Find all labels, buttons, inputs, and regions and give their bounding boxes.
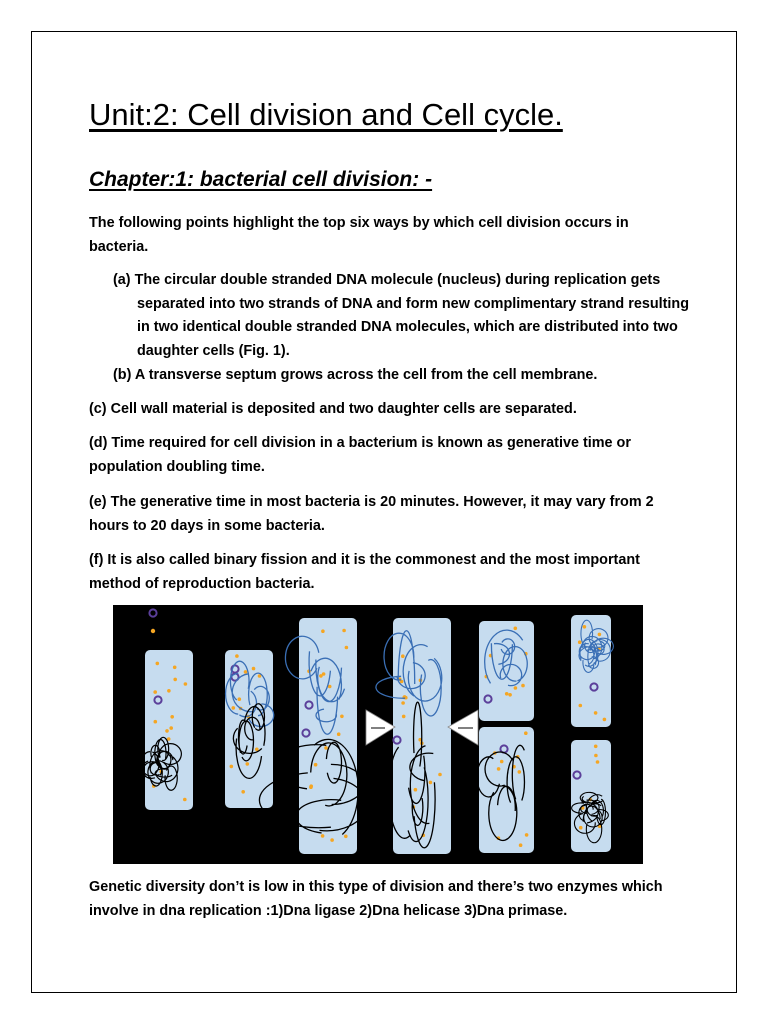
intro-paragraph: The following points highlight the top six ways by which cell division occurs in bacteria. [89,215,629,255]
granule [230,765,234,769]
granule [184,682,188,686]
binary-fission-figure [113,605,643,864]
granule [321,834,325,838]
granule [578,640,582,644]
granule [246,762,250,766]
granule [154,720,158,724]
granule [238,697,242,701]
granule [167,689,171,693]
point-a: (a) The circular double stranded DNA molecule (nucleus) during replication gets separated into two strands of DNA and form new complimentary strand resulting in two identical double stranded DNA molecules, which are distributed into two daughter cells (Fig. 1). [113,272,689,359]
granule [579,826,583,830]
granule [244,670,248,674]
granule [173,678,177,682]
point-c: (c) Cell wall material is deposited and two daughter cells are separated. [89,401,577,417]
granule [519,843,523,847]
granule [309,784,313,788]
point-b: (b) A transverse septum grows across the cell from the cell membrane. [113,367,598,383]
granule [598,633,602,637]
granule [524,731,528,735]
granule [252,667,256,671]
granule [508,693,512,697]
granule [497,767,501,771]
granule [165,729,169,733]
granule [183,798,187,802]
granule [401,701,405,705]
granule [170,715,174,719]
granule [319,674,323,678]
granule [345,646,349,650]
granule [321,629,325,633]
granule [232,706,236,710]
granule [525,833,529,837]
granule [518,770,522,774]
granule [401,654,405,658]
granule [169,726,173,730]
point-e: (e) The generative time in most bacteria is 20 minutes. However, it may vary from 2 hours to 20 days in some bacteria. [89,494,654,534]
granule [314,763,318,767]
granule [402,715,406,719]
granule [514,686,518,690]
granule [521,684,525,688]
granule [596,760,600,764]
granule [500,760,504,764]
granule [342,629,346,633]
granule [438,773,442,777]
granule [594,745,598,749]
granule [153,690,157,694]
granule [235,654,239,658]
granule [337,732,341,736]
cell-6-bottom [571,740,611,852]
granule [514,627,518,631]
granule [505,692,509,696]
granule [173,666,177,670]
granule [594,711,598,715]
point-f: (f) It is also called binary fission and it is the commonest and the most important method of reproduction bacteria. [89,552,640,592]
unit-title: Unit:2: Cell division and Cell cycle. [89,97,563,132]
granule [429,781,433,785]
granule [330,838,334,842]
granule [579,704,583,708]
point-d: (d) Time required for cell division in a bacterium is known as generative time or population doubling time. [89,435,631,475]
granule [414,788,418,792]
granule [340,715,344,719]
granule [241,790,245,794]
closing-paragraph: Genetic diversity don’t is low in this type of division and there’s two enzymes which involve in dna replication :1)Dna ligase 2)Dna helicase 3)Dna primase. [89,879,663,919]
granule [151,629,155,633]
granule [594,754,598,758]
granule [583,625,587,629]
granule [344,835,348,839]
chapter-title: Chapter:1: bacterial cell division: - [89,168,433,191]
granule [156,662,160,666]
binary-fission-illustration [113,605,643,864]
granule [603,718,607,722]
granule [324,746,328,750]
